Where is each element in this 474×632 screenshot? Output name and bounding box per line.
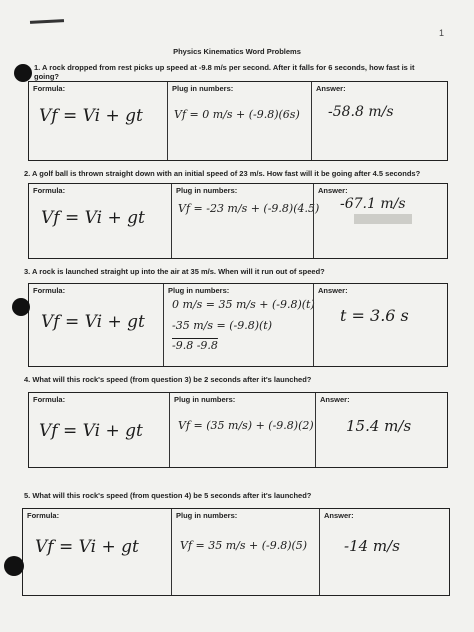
plug-cell-5	[171, 509, 320, 595]
formula-label: Formula:	[33, 186, 66, 195]
answer-label: Answer:	[320, 395, 350, 404]
plug-3-line-2: -35 m/s = (-9.8)(t)	[172, 319, 272, 332]
formula-label: Formula:	[33, 395, 66, 404]
answer-label: Answer:	[318, 186, 348, 195]
question-3: 3. A rock is launched straight up into the air at 35 m/s. When will it run out of speed?	[24, 267, 325, 276]
formula-5: Vf = Vi + gt	[35, 537, 139, 557]
answer-label: Answer:	[316, 84, 346, 93]
formula-3: Vf = Vi + gt	[41, 312, 145, 332]
answer-box-2	[28, 183, 448, 259]
page-number: 1	[438, 28, 444, 38]
answer-cell-5	[319, 509, 450, 595]
answer-box-4	[28, 392, 448, 468]
formula-2: Vf = Vi + gt	[41, 208, 145, 228]
formula-cell-2	[29, 184, 171, 258]
answer-3: t = 3.6 s	[340, 306, 409, 325]
eraser-smudge	[354, 214, 412, 224]
plug-cell-2	[171, 184, 320, 258]
plug-cell-3	[163, 284, 314, 366]
answer-cell-1	[311, 82, 448, 160]
question-1: 1. A rock dropped from rest picks up speed at -9.8 m/s per second. After it falls for 6 seconds, how fast is it going?	[34, 63, 415, 81]
answer-label: Answer:	[324, 511, 354, 520]
punch-hole-top	[14, 64, 32, 82]
plug-label: Plug in numbers:	[168, 286, 230, 295]
answer-cell-4	[315, 393, 448, 467]
plug-label: Plug in numbers:	[176, 186, 238, 195]
plug-5-line-1: Vf = 35 m/s + (-9.8)(5)	[180, 539, 308, 552]
formula-4: Vf = Vi + gt	[39, 421, 143, 441]
formula-1: Vf = Vi + gt	[39, 106, 143, 126]
answer-1: -58.8 m/s	[328, 104, 394, 120]
plug-1-line-1: Vf = 0 m/s + (-9.8)(6s)	[174, 108, 300, 121]
punch-hole-middle	[12, 298, 30, 316]
plug-cell-1	[167, 82, 312, 160]
formula-label: Formula:	[33, 286, 66, 295]
formula-cell-1	[29, 82, 167, 160]
answer-cell-3	[313, 284, 448, 366]
formula-label: Formula:	[33, 84, 66, 93]
plug-3-line-3: -9.8 -9.8	[172, 339, 218, 352]
formula-cell-5	[23, 509, 171, 595]
question-5: 5. What will this rock's speed (from question 4) be 5 seconds after it's launched?	[24, 491, 312, 500]
answer-cell-2	[313, 184, 448, 258]
formula-label: Formula:	[27, 511, 60, 520]
question-4: 4. What will this rock's speed (from question 3) be 2 seconds after it's launched?	[24, 375, 312, 384]
plug-label: Plug in numbers:	[172, 84, 234, 93]
punch-hole-bottom	[4, 556, 24, 576]
formula-cell-4	[29, 393, 169, 467]
answer-box-5	[22, 508, 450, 596]
plug-label: Plug in numbers:	[176, 511, 238, 520]
answer-5: -14 m/s	[344, 537, 400, 555]
plug-2-line-1: Vf = -23 m/s + (-9.8)(4.5)	[178, 202, 320, 215]
plug-4-line-1: Vf = (35 m/s) + (-9.8)(2)	[178, 419, 314, 432]
plug-label: Plug in numbers:	[174, 395, 236, 404]
answer-4: 15.4 m/s	[346, 417, 412, 435]
answer-box-3	[28, 283, 448, 367]
plug-3-line-1: 0 m/s = 35 m/s + (-9.8)(t)	[172, 298, 315, 311]
answer-2: -67.1 m/s	[340, 196, 406, 212]
page-title: Physics Kinematics Word Problems	[173, 47, 301, 56]
plug-cell-4	[169, 393, 316, 467]
answer-box-1	[28, 81, 448, 161]
pen-mark	[30, 19, 64, 24]
question-2: 2. A golf ball is thrown straight down with an initial speed of 23 m/s. How fast will it be going after 4.5 seconds?	[24, 169, 421, 178]
answer-label: Answer:	[318, 286, 348, 295]
formula-cell-3	[29, 284, 163, 366]
